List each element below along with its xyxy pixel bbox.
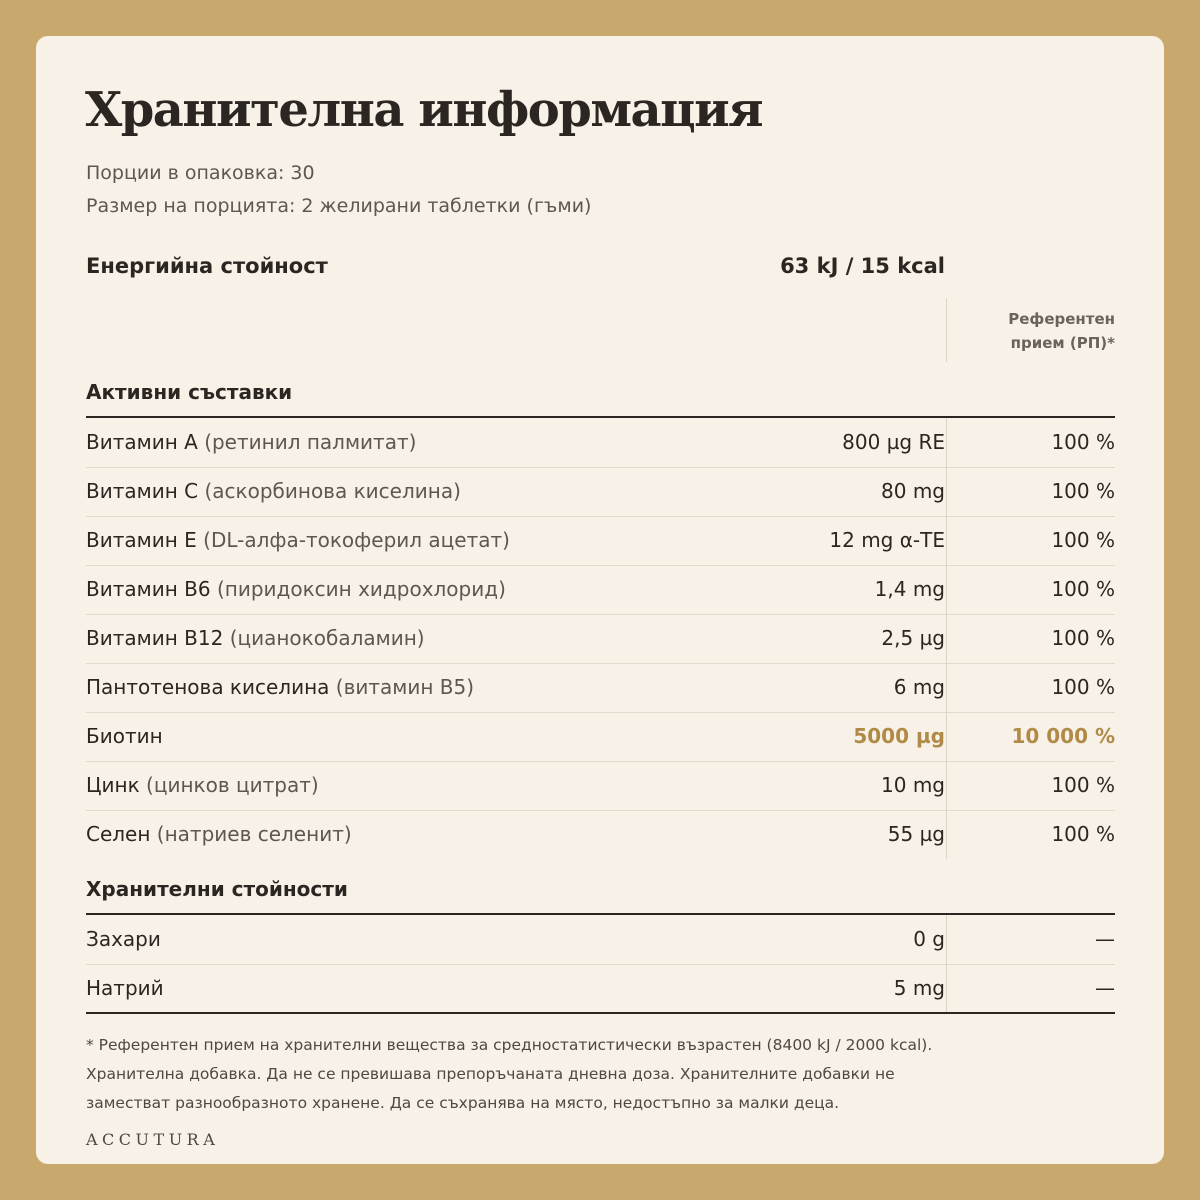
ingredient-label: Витамин A	[86, 430, 198, 454]
ingredient-form: (ретинил палмитат)	[204, 430, 417, 454]
ingredient-form: (цианокобаламин)	[229, 626, 425, 650]
footnote-line: Хранителна добавка. Да не се превишава препоръчаната дневна доза. Хранителните добавки не	[86, 1065, 895, 1083]
ingredient-form: (пиридоксин хидрохлорид)	[216, 577, 506, 601]
energy-label: Енергийна стойност	[86, 254, 328, 278]
table-row	[86, 565, 1115, 615]
brand-logo: ACCUTURA	[86, 1130, 220, 1149]
ingredient-amount: 1,4 mg	[874, 577, 945, 601]
ingredient-percent: 100 %	[1051, 577, 1115, 601]
ingredient-percent: 100 %	[1051, 822, 1115, 846]
serving-size: Размер на порцията: 2 желирани таблетки (гъми)	[86, 195, 592, 217]
energy-value: 63 kJ / 15 kcal	[780, 254, 945, 278]
ingredient-percent: 10 000 %	[1011, 724, 1115, 748]
footnote-line: * Референтен прием на хранителни вещества за средностатистически възрастен (8400 kJ / 2000 kcal).	[86, 1036, 933, 1054]
ingredient-percent: 100 %	[1051, 675, 1115, 699]
ingredient-name	[86, 761, 319, 809]
table-row	[86, 418, 1115, 468]
page-title: Хранителна информация	[85, 82, 763, 138]
table-row	[86, 810, 1115, 859]
ingredient-amount: 5000 µg	[853, 724, 945, 748]
nutrient-amount: 0 g	[913, 927, 945, 951]
reference-header-line: прием (РП)*	[1010, 334, 1115, 352]
ingredient-name	[86, 614, 425, 662]
ingredient-label: Витамин B12	[86, 626, 224, 650]
nutrient-name: Натрий	[86, 976, 164, 1000]
ingredient-percent: 100 %	[1051, 430, 1115, 454]
ingredient-name	[86, 516, 510, 564]
ingredient-label: Витамин B6	[86, 577, 211, 601]
ingredient-amount: 2,5 µg	[881, 626, 945, 650]
ingredient-name	[86, 810, 352, 858]
table-row	[86, 614, 1115, 664]
reference-header-line: Референтен	[1008, 310, 1115, 328]
ingredient-form: (витамин B5)	[335, 675, 475, 699]
servings-per-pack: Порции в опаковка: 30	[86, 162, 315, 184]
nutrient-name: Захари	[86, 927, 161, 951]
nutrition-values-heading: Хранителни стойности	[86, 877, 348, 901]
ingredient-amount: 6 mg	[893, 675, 945, 699]
ingredient-percent: 100 %	[1051, 479, 1115, 503]
ingredient-amount: 10 mg	[881, 773, 945, 797]
ingredient-label: Пантотенова киселина	[86, 675, 330, 699]
ingredient-form: (цинков цитрат)	[146, 773, 319, 797]
ingredient-form: (DL-алфа-токоферил ацетат)	[203, 528, 510, 552]
ingredient-name	[86, 467, 461, 515]
ingredient-percent: 100 %	[1051, 773, 1115, 797]
ingredient-name	[86, 712, 163, 760]
ingredient-name	[86, 418, 416, 466]
ingredient-percent: 100 %	[1051, 528, 1115, 552]
nutrient-percent: —	[1095, 927, 1115, 951]
nutrient-percent: —	[1095, 976, 1115, 1000]
ingredient-label: Цинк	[86, 773, 140, 797]
ingredient-amount: 55 µg	[887, 822, 945, 846]
table-row-highlighted	[86, 712, 1115, 762]
ingredient-percent: 100 %	[1051, 626, 1115, 650]
ingredient-label: Витамин E	[86, 528, 197, 552]
table-row	[86, 915, 1115, 965]
ingredient-name	[86, 663, 474, 711]
table-row	[86, 761, 1115, 811]
table-row	[86, 467, 1115, 517]
table-row	[86, 663, 1115, 713]
ingredient-label: Биотин	[86, 724, 163, 748]
ingredient-form: (аскорбинова киселина)	[204, 479, 461, 503]
nutrition-card	[36, 36, 1164, 1164]
ingredient-amount: 800 µg RE	[842, 430, 945, 454]
footnote	[86, 1031, 1126, 1118]
table-row	[86, 516, 1115, 566]
reference-intake-header	[1008, 307, 1115, 355]
active-ingredients-heading: Активни съставки	[86, 380, 293, 404]
table-bottom-rule	[86, 1012, 1115, 1014]
ingredient-amount: 80 mg	[881, 479, 945, 503]
reference-column-divider	[946, 298, 947, 362]
footnote-line: заместват разнообразното хранене. Да се съхранява на място, недостъпно за малки деца.	[86, 1094, 840, 1112]
ingredient-label: Селен	[86, 822, 151, 846]
nutrient-amount: 5 mg	[893, 976, 945, 1000]
table-row	[86, 964, 1115, 1013]
ingredient-form: (натриев селенит)	[156, 822, 352, 846]
ingredient-name	[86, 565, 506, 613]
ingredient-amount: 12 mg α-TE	[829, 528, 945, 552]
ingredient-label: Витамин C	[86, 479, 199, 503]
